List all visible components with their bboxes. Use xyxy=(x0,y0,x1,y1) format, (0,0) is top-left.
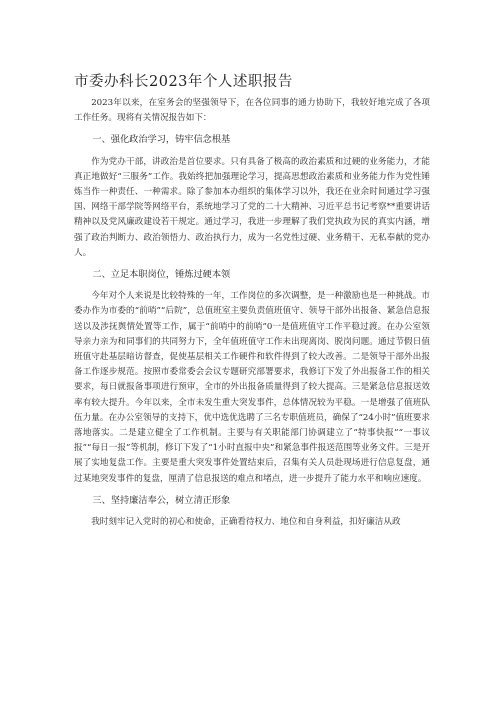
document-body xyxy=(74,96,430,530)
section-3 xyxy=(74,493,430,530)
section-paragraph: 我时刻牢记入党时的初心和使命，正确看待权力、地位和自身利益，扣好廉洁从政 xyxy=(91,517,401,528)
intro-paragraph: 2023年以来，在室务会的坚强领导下，在各位同事的通力协助下，我较好地完成了各项工作任务。现将有关情况报告如下： xyxy=(74,98,430,124)
section-1 xyxy=(74,132,430,261)
section-heading: 三、坚持廉洁奉公，树立清正形象 xyxy=(92,494,231,506)
section-heading: 一、强化政治学习，铸牢信念根基 xyxy=(92,134,231,146)
section-2 xyxy=(74,267,430,487)
section-paragraph: 作为党办干部，讲政治是首位要求。只有具备了极高的政治素质和过硬的业务能力，才能真正地做好“三服务”工作。我始终把加强理论学习，提高思想政治素质和业务能力作为党性锤炼当作一种责任、一种需求。除了参加本办组织的集体学习以外，我还在业余时间通过学习强国、网络干部学院等网络平台，系统地学习了党的二十大精神、习近平总书记考察**重要讲话精神以及党风廉政建设若干规定。通过学习，我进一步理解了我们党执政为民的真实内涵，增强了政治判断力、政治领悟力、政治执行力，成为一名党性过硬、业务精干、无私奉献的党办人。 xyxy=(74,156,430,258)
page-title: 市委办科长2023年个人述职报告 xyxy=(74,74,293,90)
section-paragraph: 今年对个人来说是比较特殊的一年，工作岗位的多次调整，是一种激励也是一种挑战。市委办作为市委的“前哨”“后院”，总值班室主要负责值班值守、领导干部外出报备、紧急信息报送以及涉抚舆情处置等工作，属于“前哨中的前哨”0一是值班值守工作平稳过渡。在办公室领导亲力亲为和同事们的共同努力下，全年值班值守工作未出现离岗、脱岗问题。通过节假日值班值守赴基层暗访督查，促使基层相关工作硬件和软件得到了较大改善。二是领导干部外出报备工作逐步规范。按照市委常委会会议专题研究部署要求，我修订下发了外出报备工作的相关要求，每日就报备事项进行预审，全市的外出报备质量得到了较大提高。三是紧急信息报送效率有较大提升。今年以来，全市未发生重大突发事件，总体情况较为平稳。一是增强了值班队伍力量。在办公室领导的支持下，优中选优选聘了三名专职值班员，确保了“24小时”值班要求落地落实。二是建立健全了工作机制。主要与有关职能部门协调建立了“特事快报”“一事议报”“每日一报”等机制，修订下发了“1小时直报中央”和紧急事件报送范围等业务文件。三是开展了实地复盘工作。主要是重大突发事件处置结束后，召集有关人员赴现场进行信息复盘，通过某地突发事件的复盘，厘清了信息报送的难点和堵点，进一步提升了能力水平和响应速度。 xyxy=(74,291,430,484)
section-heading: 二、立足本职岗位，锤炼过硬本领 xyxy=(92,269,231,281)
